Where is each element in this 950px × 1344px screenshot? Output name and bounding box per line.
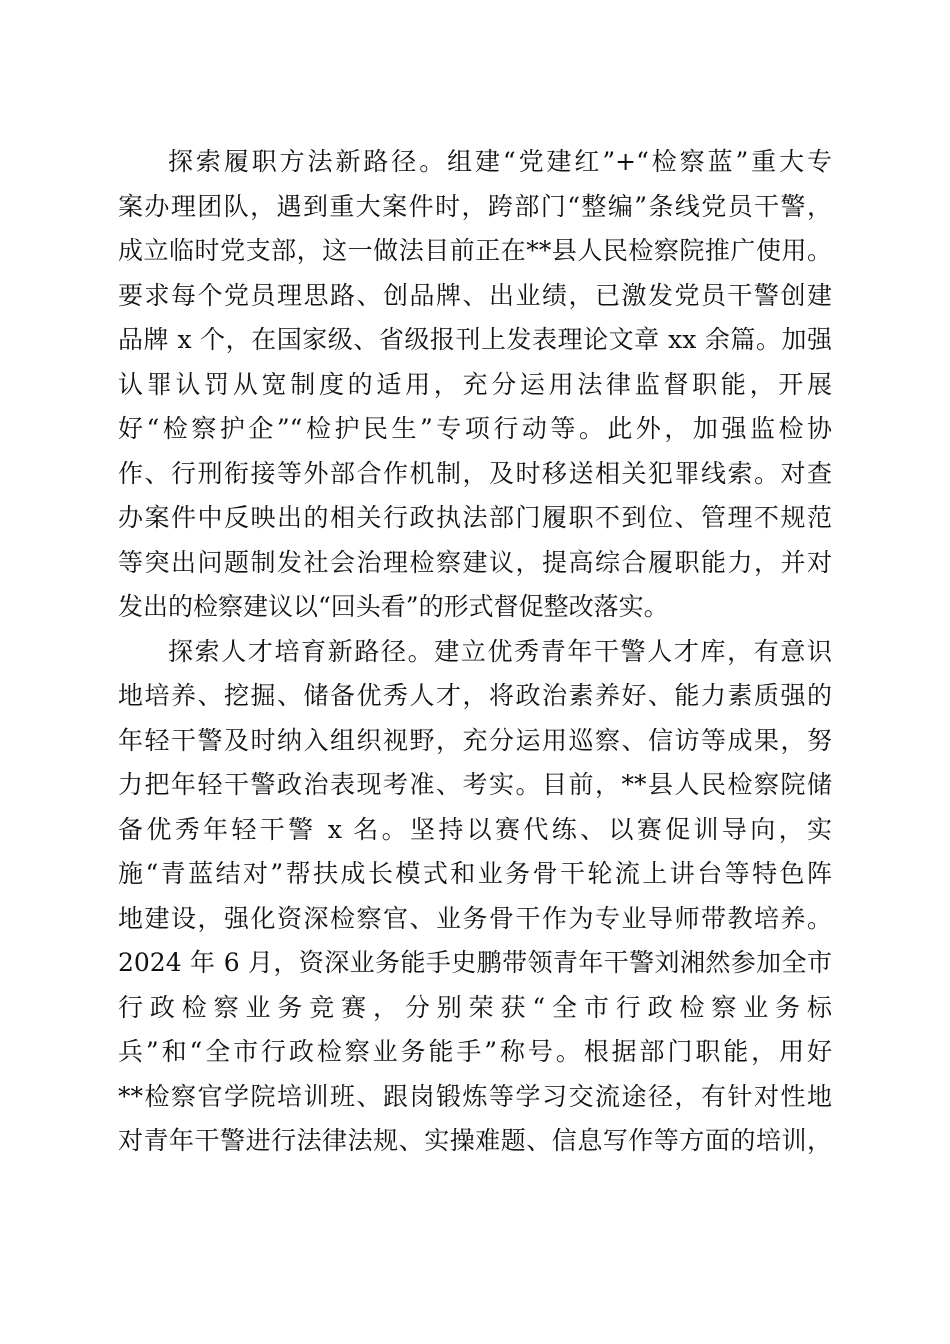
text-line: 年轻干警及时纳入组织视野，充分运用巡察、信访等成果，努 <box>118 725 832 755</box>
text-line: 地培养、挖掘、储备优秀人才，将政治素养好、能力素质强的 <box>118 681 832 710</box>
text-line: 认罪认罚从宽制度的适用，充分运用法律监督职能，开展 <box>118 369 832 399</box>
text-line: 探索履职方法新路径。组建“党建红”+“检察蓝”重大专 <box>168 147 832 176</box>
text-line: 成立临时党支部，这一做法目前正在**县人民检察院推广使用。 <box>118 236 832 265</box>
text-line: **检察官学院培训班、跟岗锻炼等学习交流途径，有针对性地 <box>118 1081 832 1111</box>
text-line: 办案件中反映出的相关行政执法部门履职不到位、管理不规范 <box>118 503 832 532</box>
text-line: 兵”和“全市行政检察业务能手”称号。根据部门职能，用好 <box>118 1037 832 1066</box>
paragraph-2 <box>118 630 832 1164</box>
document-page <box>118 140 832 1164</box>
text-line: 行政检察业务竞赛，分别荣获“全市行政检察业务标 <box>118 992 832 1022</box>
text-line: 对青年干警进行法律法规、实操难题、信息写作等方面的培训， <box>118 1126 832 1155</box>
text-line: 2024 年 6 月，资深业务能手史鹏带领青年干警刘湘然参加全市 <box>118 948 832 977</box>
text-line: 备优秀年轻干警 x 名。坚持以赛代练、以赛促训导向，实 <box>118 814 832 844</box>
text-line: 等突出问题制发社会治理检察建议，提高综合履职能力，并对 <box>118 547 832 577</box>
text-line: 施“青蓝结对”帮扶成长模式和业务骨干轮流上讲台等特色阵 <box>118 859 832 888</box>
text-line: 探索人才培育新路径。建立优秀青年干警人才库，有意识 <box>168 636 832 666</box>
paragraph-1 <box>118 140 832 630</box>
text-line: 发出的检察建议以“回头看”的形式督促整改落实。 <box>118 592 669 621</box>
text-line: 案办理团队，遇到重大案件时，跨部门“整编”条线党员干警， <box>118 191 832 221</box>
text-line: 作、行刑衔接等外部合作机制，及时移送相关犯罪线索。对查 <box>118 458 832 488</box>
text-line: 地建设，强化资深检察官、业务骨干作为专业导师带教培养。 <box>118 903 832 933</box>
text-line: 要求每个党员理思路、创品牌、出业绩，已激发党员干警创建 <box>118 280 832 310</box>
text-line: 好“检察护企”“检护民生”专项行动等。此外，加强监检协 <box>118 414 832 443</box>
text-line: 力把年轻干警政治表现考准、考实。目前，**县人民检察院储 <box>118 770 832 799</box>
text-line: 品牌 x 个，在国家级、省级报刊上发表理论文章 xx 余篇。加强 <box>118 325 832 354</box>
